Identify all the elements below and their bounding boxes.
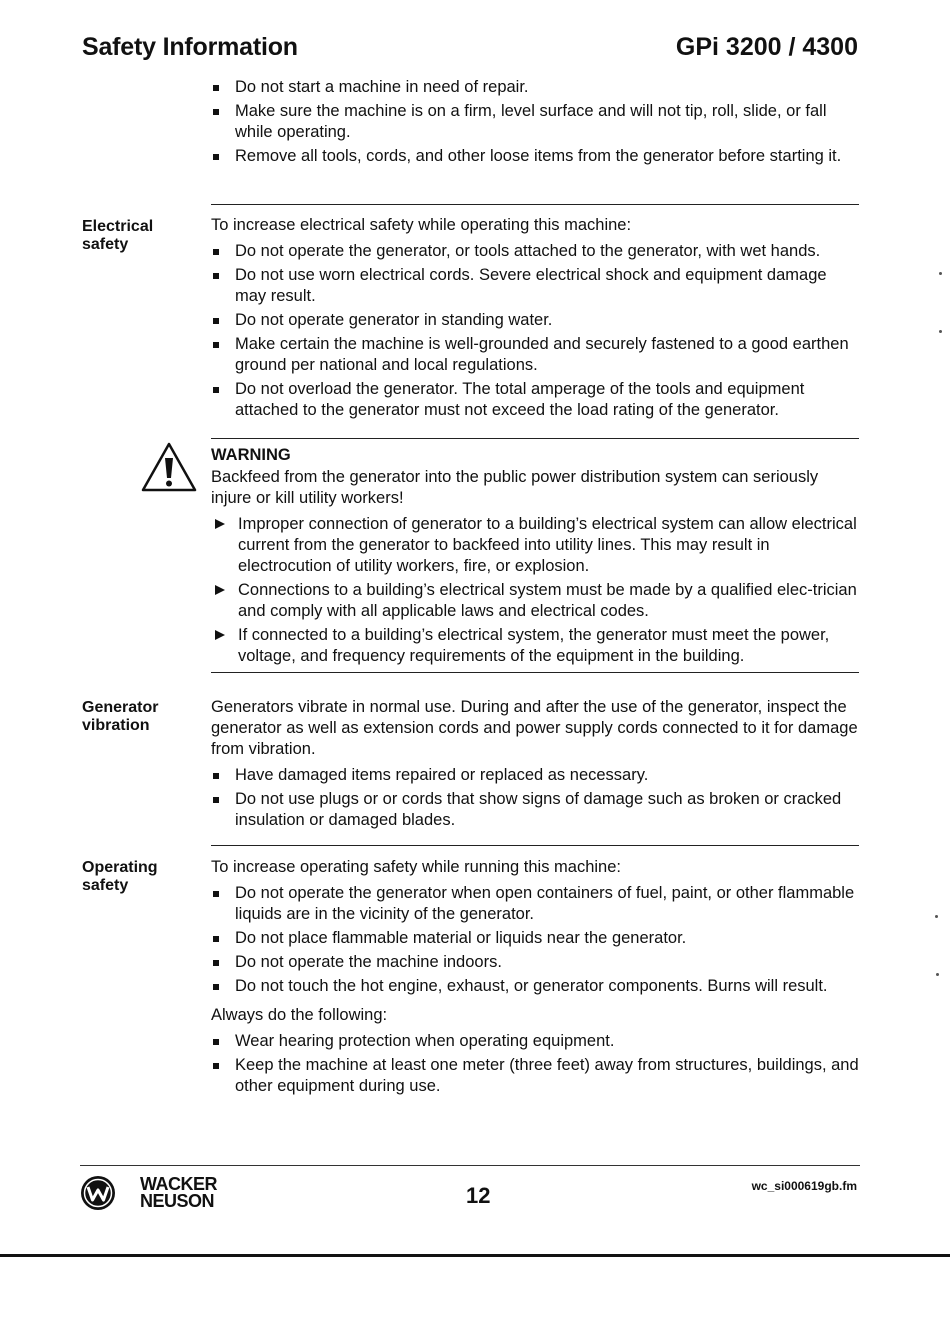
list-item: Wear hearing protection when operating equipment.: [211, 1031, 861, 1052]
list-item: Do not overload the generator. The total amperage of the tools and equipment attached to the generator must not exceed the load rating of the generator.: [211, 379, 861, 421]
wacker-neuson-logo-icon: [80, 1175, 116, 1211]
section-lead: To increase electrical safety while operating this machine:: [211, 216, 632, 234]
section-label-electrical: Electrical safety: [82, 218, 154, 253]
warning-bottom-rule: [211, 672, 859, 673]
list-item: Make certain the machine is well-grounded and securely fastened to a good earthen ground per national and local regulations.: [211, 334, 861, 376]
list-item: Remove all tools, cords, and other loose items from the generator before starting it.: [211, 146, 861, 167]
warning-triangle-icon: [140, 441, 198, 493]
list-item: Improper connection of generator to a building’s electrical system can allow electrical current from the generator to backfeed into utility lines. This may result in electrocution of utility workers, fire, or explosion.: [211, 514, 861, 577]
scan-speck: [936, 973, 939, 976]
model-number: GPi 3200 / 4300: [675, 33, 858, 61]
warning-text: Backfeed from the generator into the public power distribution system can seriously injure or kill utility workers!: [211, 468, 819, 507]
scan-speck: [939, 272, 942, 275]
list-item: If connected to a building’s electrical system, the generator must meet the power, voltage, and frequency requirements of the equipment in the building.: [211, 625, 861, 667]
list-item: Do not start a machine in need of repair.: [211, 77, 861, 98]
file-identifier: wc_si000619gb.fm: [751, 1179, 857, 1193]
electrical-safety-section: [211, 215, 861, 424]
list-item: Do not operate the generator, or tools attached to the generator, with wet hands.: [211, 241, 861, 262]
page-title: Safety Information: [82, 33, 298, 61]
generator-vibration-section: [211, 697, 861, 834]
warning-block: [211, 445, 861, 670]
page-number: 12: [466, 1183, 491, 1208]
section-lead-2: Always do the following:: [211, 1006, 388, 1024]
section-label-vibration: Generator vibration: [82, 699, 159, 734]
list-item: Do not touch the hot engine, exhaust, or generator components. Burns will result.: [211, 976, 861, 997]
logo-wordmark: [140, 1176, 217, 1210]
scan-speck: [935, 915, 938, 918]
logo-line-1: WACKER: [140, 1174, 217, 1194]
list-item: Do not use plugs or or cords that show signs of damage such as broken or cracked insulation or damaged blades.: [211, 789, 861, 831]
section-lead: To increase operating safety while running this machine:: [211, 858, 621, 876]
section-divider: [211, 845, 859, 846]
warning-top-rule: [211, 438, 859, 439]
list-item: Do not place flammable material or liquids near the generator.: [211, 928, 861, 949]
scan-speck: [939, 330, 942, 333]
list-item: Have damaged items repaired or replaced as necessary.: [211, 765, 861, 786]
warning-heading: WARNING: [211, 446, 291, 464]
list-item: Do not operate generator in standing water.: [211, 310, 861, 331]
list-item: Connections to a building’s electrical system must be made by a qualified elec-trician and comply with all applicable laws and electrical codes.: [211, 580, 861, 622]
list-item: Do not operate the machine indoors.: [211, 952, 861, 973]
section-divider: [211, 204, 859, 205]
list-item: Do not operate the generator when open containers of fuel, paint, or other flammable liquids are in the vicinity of the generator.: [211, 883, 861, 925]
intro-section: [211, 77, 861, 170]
list-item: Keep the machine at least one meter (three feet) away from structures, buildings, and other equipment during use.: [211, 1055, 861, 1097]
logo-line-2: NEUSON: [140, 1191, 215, 1211]
list-item: Do not use worn electrical cords. Severe electrical shock and equipment damage may result.: [211, 265, 861, 307]
footer-rule: [80, 1165, 860, 1166]
section-label-operating: Operating safety: [82, 859, 158, 894]
operating-safety-section: [211, 857, 861, 1100]
scan-edge-line: [0, 1254, 950, 1257]
section-lead: Generators vibrate in normal use. During and after the use of the generator, inspect the generator as well as extension cords and power supply cords connected to it for damage from vibration.: [211, 698, 858, 758]
list-item: Make sure the machine is on a firm, level surface and will not tip, roll, slide, or fall while operating.: [211, 101, 861, 143]
wacker-neuson-logo: [80, 1175, 217, 1211]
